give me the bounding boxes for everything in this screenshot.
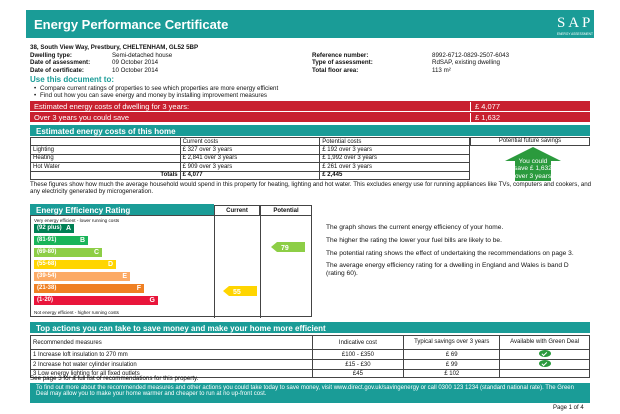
rating-band-range: (21-38): [37, 285, 57, 291]
estimated-costs-label: Estimated energy costs of dwelling for 3 years:: [34, 102, 190, 111]
rating-paragraph: The higher the rating the lower your fuel bills are likely to be.: [326, 236, 502, 244]
rating-band-letter: A: [65, 225, 71, 232]
property-details: [30, 52, 590, 74]
cost-table: [30, 137, 470, 180]
cost-col-potential: Potential costs: [320, 138, 470, 146]
table-row: [31, 138, 470, 146]
green-deal-check-icon: [539, 360, 551, 367]
estimated-costs-bar: [30, 101, 590, 111]
reference-label: Reference number:: [312, 52, 369, 59]
action-measure: 3 Low energy lighting for all fixed outlets: [31, 370, 313, 378]
rating-paragraph: The potential rating shows the effect of undertaking the recommendations on page 3.: [326, 249, 574, 257]
assessment-type-value: RdSAP, existing dwelling: [432, 59, 500, 67]
savings-line: You could: [518, 158, 548, 165]
use-doc-bullets: [34, 85, 278, 99]
cost-row-current: £ 2,841 over 3 years: [180, 154, 320, 162]
sap-logo: [554, 10, 594, 38]
rating-paragraph: The average energy efficiency rating for a dwelling in England and Wales is band D (rating 60).: [326, 262, 569, 278]
rating-band-range: (81-91): [37, 237, 57, 243]
rating-band-letter: C: [93, 249, 99, 256]
rating-band-range: (39-54): [37, 273, 57, 279]
actions-table: [30, 335, 590, 378]
page-number: Page 1 of 4: [553, 405, 584, 411]
cost-row-current: £ 327 over 3 years: [180, 146, 320, 154]
dwelling-type-label: Dwelling type:: [30, 52, 72, 59]
table-row: [31, 171, 470, 179]
potential-rating-value: 79: [281, 245, 289, 252]
property-address: 38, South View Way, Prestbury, CHELTENHAM, GL52 5BP: [30, 44, 199, 51]
rating-band-c: [34, 248, 102, 257]
action-measure: 2 Increase hot water cylinder insulation: [31, 360, 313, 370]
use-doc-heading: Use this document to:: [30, 75, 115, 84]
rating-col-current: Current: [214, 205, 260, 216]
assessment-type-label: Type of assessment:: [312, 59, 373, 67]
current-rating-value: 55: [233, 289, 241, 296]
rating-band-f: [34, 284, 144, 293]
cost-row-name: Hot Water: [31, 163, 181, 171]
save-label: Over 3 years you could save: [34, 113, 130, 122]
rating-paragraph: The graph shows the current energy efficiency of your home.: [326, 224, 504, 231]
action-cost: £100 - £350: [312, 350, 404, 360]
rating-band-letter: E: [122, 273, 127, 280]
certificate-date-value: 10 October 2014: [112, 66, 159, 74]
current-rating-arrow: [223, 286, 257, 296]
sap-logo-text: S A P: [557, 15, 591, 31]
title-banner: [26, 10, 594, 38]
table-row: [31, 360, 590, 370]
cost-col-savings: Potential future savings: [470, 137, 590, 146]
rating-top-note: Very energy efficient - lower running costs: [34, 218, 120, 223]
rating-band-range: (69-80): [37, 249, 57, 255]
table-row: [31, 336, 590, 350]
cost-row-potential: £ 1,992 over 3 years: [320, 154, 470, 162]
cost-row-name: Heating: [31, 154, 181, 162]
cost-note: These figures show how much the average household would spend in this property for heating, lighting and hot water. This excludes energy use for running appliances like TVs, computers and cookers, and any electricity generated by microgeneration.: [30, 181, 592, 195]
cost-table-heading: Estimated energy costs of this home: [30, 125, 590, 136]
action-savings: £ 69: [404, 350, 500, 360]
rating-bottom-note: Not energy efficient - higher running costs: [34, 310, 119, 315]
page-title: Energy Performance Certificate: [34, 17, 229, 32]
rating-band-b: [34, 236, 88, 245]
assessment-date-label: Date of assessment:: [30, 59, 91, 67]
savings-arrow-text: [505, 158, 561, 180]
estimated-costs-value: £ 4,077: [470, 102, 500, 112]
rating-band-range: (1-20): [37, 297, 54, 303]
actions-heading: Top actions you can take to save money and make your home more efficient: [30, 322, 590, 333]
action-cost: £15 - £30: [312, 360, 404, 370]
actions-col-cost: Indicative cost: [312, 336, 404, 350]
action-savings: £ 99: [404, 360, 500, 370]
cost-row-potential: £ 261 over 3 years: [320, 163, 470, 171]
green-deal-cell: [500, 360, 590, 370]
use-doc-bullet: • Find out how you can save energy and money by installing improvement measures: [34, 92, 278, 99]
floor-area-value: 113 m²: [432, 66, 451, 74]
rating-paragraphs: [326, 224, 588, 278]
action-measure: 1 Increase loft insulation to 270 mm: [31, 350, 313, 360]
totals-potential: £ 2,445: [320, 171, 470, 179]
cost-col-current: Current costs: [180, 138, 320, 146]
rating-col-potential: Potential: [260, 205, 312, 216]
floor-area-label: Total floor area:: [312, 66, 359, 74]
green-deal-cell: [500, 350, 590, 360]
reference-value: 8992-6712-0829-2507-6043: [432, 52, 510, 59]
potential-rating-arrow: [271, 242, 305, 252]
green-deal-cell: [500, 370, 590, 378]
savings-line: save £ 1,632: [514, 165, 552, 173]
rating-band-letter: F: [136, 285, 141, 292]
rating-band-range: (55-68): [37, 261, 57, 267]
rating-band-range: (92 plus): [37, 225, 62, 231]
save-bar: [30, 112, 590, 122]
dwelling-type-value: Semi-detached house: [112, 52, 173, 59]
cost-row-current: £ 909 over 3 years: [180, 163, 320, 171]
table-row: [31, 154, 470, 162]
rating-band-a: [34, 224, 74, 233]
table-row: [31, 163, 470, 171]
cost-row-name: Lighting: [31, 146, 181, 154]
action-cost: £45: [312, 370, 404, 378]
save-value: £ 1,632: [470, 113, 500, 123]
rating-band-g: [34, 296, 158, 305]
rating-band-d: [34, 260, 116, 269]
action-savings: £ 102: [404, 370, 500, 378]
footer-info-box: To find out more about the recommended measures and other actions you could take today to save money, visit www.direct.gov.uk/savingenergy or call 0300 123 1234 (standard national rate). The Green Deal may allow you to make your home warmer and cheaper to run at no up-front cost.: [30, 383, 590, 403]
cost-row-potential: £ 192 over 3 years: [320, 146, 470, 154]
totals-current: £ 4,077: [180, 171, 320, 179]
green-deal-check-icon: [539, 350, 551, 357]
see-page-note: See page 3 for a full list of recommendations for this property.: [30, 375, 199, 382]
table-row: [31, 350, 590, 360]
totals-label: Totals: [31, 171, 181, 179]
cost-col-blank: [31, 138, 181, 146]
assessment-date-value: 09 October 2014: [112, 59, 159, 67]
certificate-date-label: Date of certificate:: [30, 66, 84, 74]
savings-line: over 3 years: [514, 172, 552, 180]
actions-col-greendeal: Available with Green Deal: [500, 336, 590, 350]
rating-band-letter: D: [107, 261, 113, 268]
use-doc-bullet: • Compare current ratings of properties to see which properties are more energy efficient: [34, 85, 278, 92]
rating-heading: Energy Efficiency Rating: [30, 204, 214, 215]
rating-band-e: [34, 272, 130, 281]
rating-band-letter: G: [149, 297, 155, 304]
actions-col-measures: Recommended measures: [31, 336, 313, 350]
actions-col-savings: Typical savings over 3 years: [404, 336, 500, 350]
rating-band-letter: B: [79, 237, 85, 244]
table-row: [31, 146, 470, 154]
sap-logo-sub: ENERGY ASSESSMENT: [557, 32, 593, 36]
